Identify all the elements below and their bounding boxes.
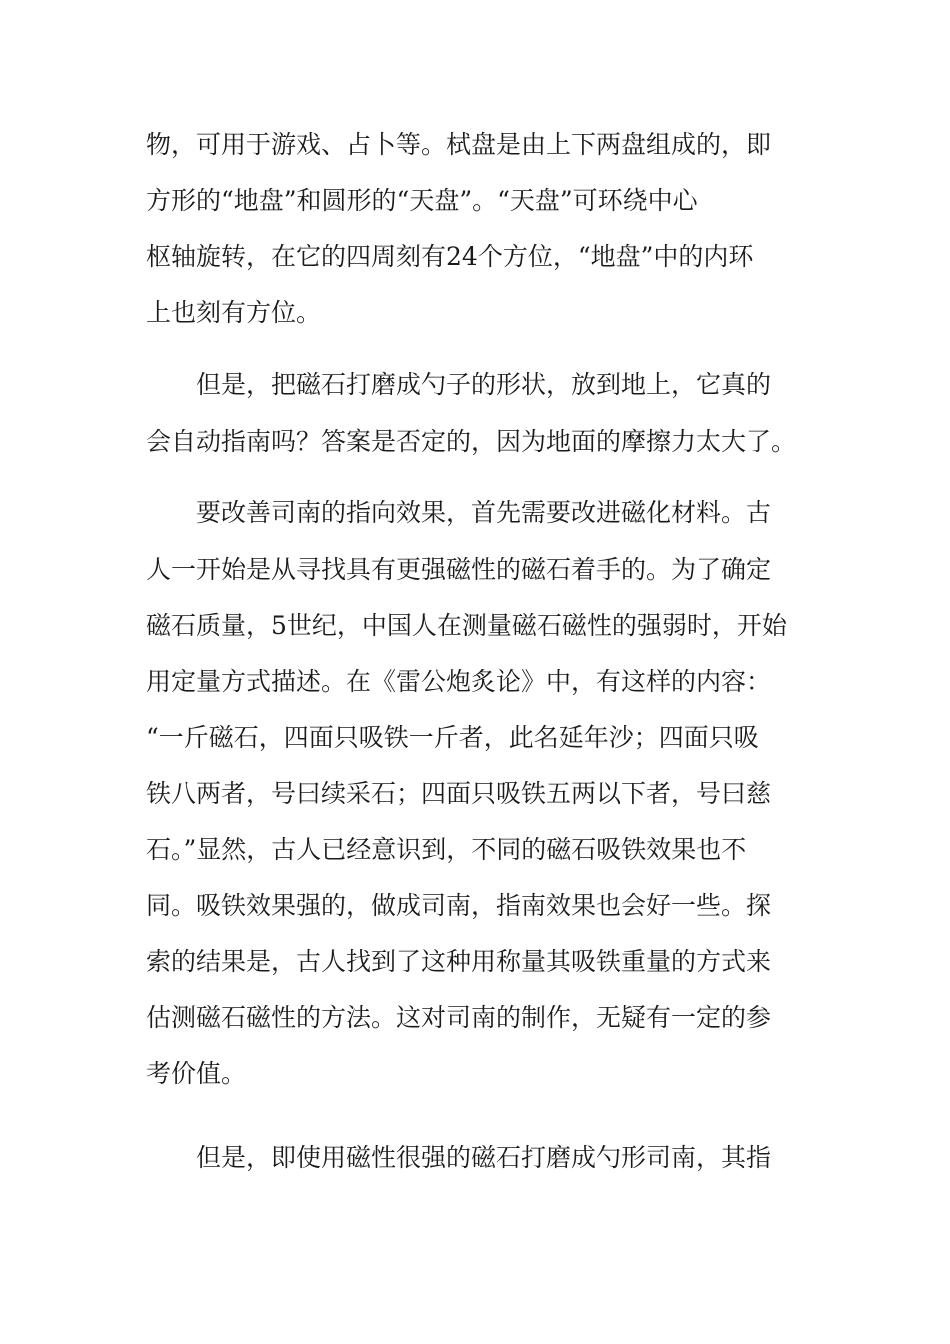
paragraph-3-line-6: 铁八两者，号曰续采石；四面只吸铁五两以下者，号曰慈 bbox=[146, 779, 772, 808]
paragraph-1-line-2: 方形的“地盘”和圆形的“天盘”。“天盘”可环绕中心 bbox=[146, 186, 698, 215]
paragraph-3-line-1: 要改善司南的指向效果，首先需要改进磁化材料。古 bbox=[196, 498, 772, 527]
paragraph-4-line-1: 但是，即使用磁性很强的磁石打磨成勺形司南，其指 bbox=[196, 1143, 772, 1172]
paragraph-3-line-5: “一斤磁石，四面只吸铁一斤者，此名延年沙；四面只吸 bbox=[146, 723, 759, 752]
paragraph-2-line-2: 会自动指南吗？答案是否定的，因为地面的摩擦力太大了。 bbox=[146, 427, 797, 456]
paragraph-2-line-1: 但是，把磁石打磨成勺子的形状，放到地上，它真的 bbox=[196, 370, 772, 399]
paragraph-3-line-11: 考价值。 bbox=[146, 1059, 247, 1088]
paragraph-3-line-2: 人一开始是从寻找具有更强磁性的磁石着手的。为了确定 bbox=[146, 555, 772, 584]
paragraph-3-line-7: 石。”显然，古人已经意识到，不同的磁石吸铁效果也不 bbox=[146, 835, 747, 864]
paragraph-1-line-1: 物，可用于游戏、占卜等。栻盘是由上下两盘组成的，即 bbox=[146, 130, 772, 159]
paragraph-3-line-3: 磁石质量，5世纪，中国人在测量磁石磁性的强弱时，开始 bbox=[146, 611, 787, 640]
paragraph-3-line-10: 估测磁石磁性的方法。这对司南的制作，无疑有一定的参 bbox=[146, 1003, 772, 1032]
paragraph-1-line-4: 上也刻有方位。 bbox=[146, 298, 322, 327]
paragraph-3-line-9: 索的结果是，古人找到了这种用称量其吸铁重量的方式来 bbox=[146, 947, 772, 976]
paragraph-1-line-3: 枢轴旋转，在它的四周刻有24个方位，“地盘”中的内环 bbox=[146, 242, 754, 271]
paragraph-3-line-4: 用定量方式描述。在《雷公炮炙论》中，有这样的内容： bbox=[146, 667, 772, 696]
paragraph-3-line-8: 同。吸铁效果强的，做成司南，指南效果也会好一些。探 bbox=[146, 891, 772, 920]
